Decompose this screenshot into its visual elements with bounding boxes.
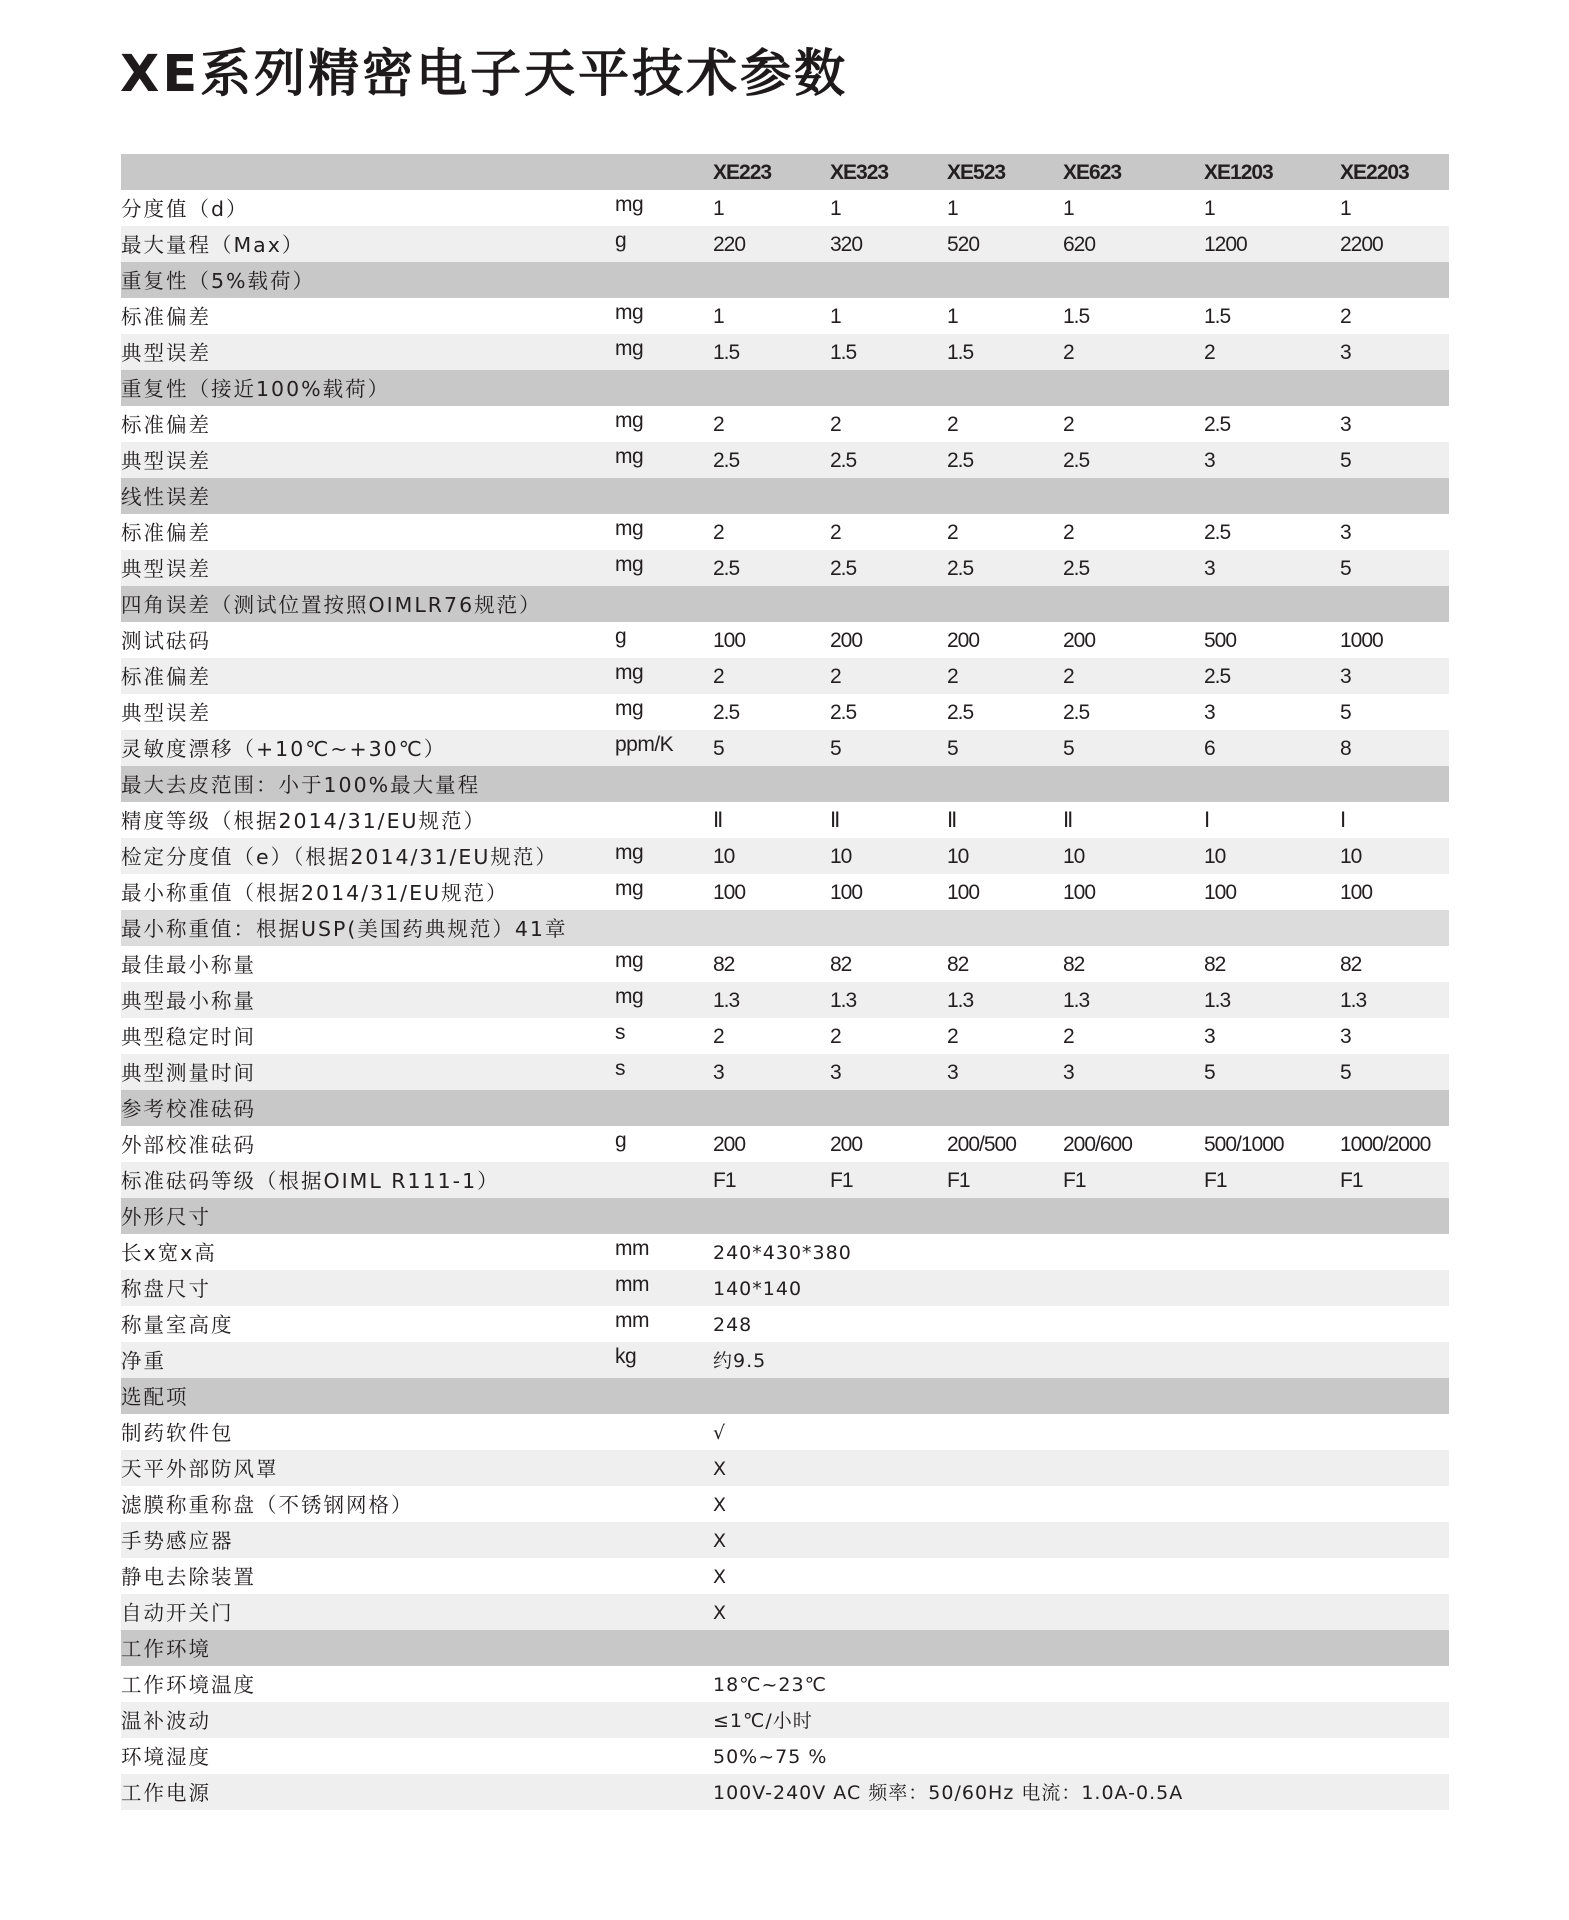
cell-value: 1	[947, 305, 958, 328]
cell-value: 1.5	[947, 341, 974, 364]
row-unit: mg	[615, 445, 644, 468]
cell-value: 5	[1340, 557, 1351, 580]
section-label: 选配项	[121, 1385, 189, 1409]
cell-value: 2	[830, 1025, 841, 1048]
row-unit: ppm/K	[615, 733, 674, 756]
cell-value: 220	[713, 233, 746, 256]
cell-value: 1	[830, 305, 841, 328]
row-label: 长x宽x高	[121, 1241, 217, 1265]
table-row	[121, 226, 1449, 262]
row-label: 典型误差	[121, 701, 211, 725]
row-label: 分度值（d）	[121, 197, 249, 221]
cell-value: 1	[1340, 197, 1351, 220]
cell-value: 82	[1340, 953, 1362, 976]
cell-value: 2.5	[1063, 449, 1090, 472]
cell-value: 10	[1340, 845, 1362, 868]
cell-value: 3	[1063, 1061, 1074, 1084]
cell-value: 1.5	[713, 341, 740, 364]
cell-value: 2.5	[947, 701, 974, 724]
row-unit: mg	[615, 841, 644, 864]
row-label: 典型最小称量	[121, 989, 256, 1013]
cell-value: 100	[713, 629, 746, 652]
cell-value: 3	[1340, 413, 1351, 436]
row-unit: mg	[615, 301, 644, 324]
cell-value-spanning: X	[713, 1530, 728, 1552]
table-row	[121, 622, 1449, 658]
cell-value: 2.5	[1204, 521, 1231, 544]
table-row	[121, 1342, 1449, 1378]
cell-value: 1.3	[1204, 989, 1231, 1012]
cell-value-spanning: √	[713, 1422, 727, 1444]
row-unit: mg	[615, 697, 644, 720]
cell-value-spanning: 248	[713, 1314, 753, 1336]
row-unit: mg	[615, 337, 644, 360]
cell-value: 2.5	[830, 557, 857, 580]
row-unit: mg	[615, 877, 644, 900]
column-header: XE223	[713, 161, 772, 184]
section-label: 参考校准砝码	[121, 1097, 256, 1121]
cell-value: 3	[830, 1061, 841, 1084]
cell-value: 2	[1340, 305, 1351, 328]
cell-value: 100	[1204, 881, 1237, 904]
cell-value: 82	[830, 953, 852, 976]
table-row	[121, 442, 1449, 478]
cell-value: 5	[713, 737, 724, 760]
cell-value: 2200	[1340, 233, 1383, 256]
cell-value: 10	[1204, 845, 1226, 868]
section-header-row	[121, 586, 1449, 622]
table-row	[121, 406, 1449, 442]
cell-value: 200/500	[947, 1133, 1016, 1156]
cell-value: 200	[947, 629, 980, 652]
row-label: 灵敏度漂移（+10℃~+30℃）	[121, 737, 447, 761]
cell-value-spanning: 100V-240V AC 频率：50/60Hz 电流：1.0A-0.5A	[713, 1782, 1184, 1804]
cell-value: 2.5	[1063, 557, 1090, 580]
cell-value: 5	[1340, 449, 1351, 472]
cell-value: 1	[713, 305, 724, 328]
table-row	[121, 1270, 1449, 1306]
cell-value: 1200	[1204, 233, 1247, 256]
cell-value: F1	[1340, 1169, 1363, 1192]
cell-value-spanning: 约9.5	[713, 1350, 767, 1372]
section-label: 工作环境	[121, 1637, 211, 1661]
section-header-row	[121, 1630, 1449, 1666]
cell-value: 10	[947, 845, 969, 868]
cell-value: F1	[1204, 1169, 1227, 1192]
cell-value: 3	[713, 1061, 724, 1084]
cell-value: 5	[1340, 1061, 1351, 1084]
cell-value: 100	[947, 881, 980, 904]
table-row	[121, 1306, 1449, 1342]
section-header-row	[121, 262, 1449, 298]
cell-value: 1.3	[713, 989, 740, 1012]
section-header-row	[121, 1090, 1449, 1126]
cell-value: 3	[1204, 557, 1215, 580]
cell-value: 1	[830, 197, 841, 220]
cell-value: 200/600	[1063, 1133, 1132, 1156]
row-unit: kg	[615, 1345, 637, 1368]
cell-value: 2	[947, 413, 958, 436]
row-label: 标准偏差	[121, 521, 211, 545]
row-label: 环境湿度	[121, 1745, 211, 1769]
cell-value: F1	[713, 1169, 736, 1192]
cell-value: 100	[713, 881, 746, 904]
section-header-row	[121, 1198, 1449, 1234]
cell-value: 2	[713, 1025, 724, 1048]
cell-value: 2	[713, 665, 724, 688]
cell-value: 200	[713, 1133, 746, 1156]
cell-value: Ⅰ	[1340, 809, 1346, 832]
cell-value: Ⅱ	[947, 809, 957, 832]
cell-value: F1	[947, 1169, 970, 1192]
cell-value: Ⅰ	[1204, 809, 1210, 832]
row-label: 典型误差	[121, 341, 211, 365]
table-row	[121, 1522, 1449, 1558]
row-label: 工作电源	[121, 1781, 211, 1805]
section-header-row	[121, 910, 1449, 946]
section-label: 重复性（接近100%载荷）	[121, 377, 391, 401]
cell-value: 2.5	[947, 449, 974, 472]
row-unit: mm	[615, 1273, 649, 1296]
cell-value: 2	[947, 521, 958, 544]
table-row	[121, 946, 1449, 982]
section-label: 四角误差（测试位置按照OIMLR76规范）	[121, 593, 542, 617]
section-label: 外形尺寸	[121, 1205, 211, 1229]
table-row	[121, 1450, 1449, 1486]
cell-value: 1	[947, 197, 958, 220]
row-unit: mg	[615, 553, 644, 576]
row-unit: g	[615, 229, 627, 252]
table-row	[121, 1234, 1449, 1270]
cell-value: Ⅱ	[830, 809, 840, 832]
cell-value: 620	[1063, 233, 1096, 256]
table-row	[121, 730, 1449, 766]
table-row	[121, 1486, 1449, 1522]
cell-value-spanning: 18℃~23℃	[713, 1674, 827, 1696]
cell-value: 200	[1063, 629, 1096, 652]
cell-value: 10	[1063, 845, 1085, 868]
cell-value-spanning: 140*140	[713, 1278, 803, 1300]
table-row	[121, 550, 1449, 586]
row-label: 静电去除装置	[121, 1565, 256, 1589]
section-header-row	[121, 766, 1449, 802]
cell-value: 3	[1340, 521, 1351, 544]
cell-value: 5	[830, 737, 841, 760]
row-unit: mm	[615, 1237, 649, 1260]
cell-value: 3	[1340, 1025, 1351, 1048]
table-row	[121, 1018, 1449, 1054]
cell-value: 1	[1063, 197, 1074, 220]
table-row	[121, 1702, 1449, 1738]
row-label: 最小称重值（根据2014/31/EU规范）	[121, 881, 509, 905]
table-row	[121, 190, 1449, 226]
cell-value: 1.5	[1204, 305, 1231, 328]
cell-value: 82	[1204, 953, 1226, 976]
table-row	[121, 874, 1449, 910]
section-header-row	[121, 1378, 1449, 1414]
cell-value: 5	[947, 737, 958, 760]
cell-value: 2.5	[713, 557, 740, 580]
row-unit: s	[615, 1021, 625, 1044]
cell-value: 1.3	[830, 989, 857, 1012]
row-label: 滤膜称重称盘（不锈钢网格）	[121, 1493, 414, 1517]
table-row	[121, 1414, 1449, 1450]
page-title: XE系列精密电子天平技术参数	[120, 45, 849, 104]
spec-table	[121, 154, 1449, 1810]
table-row	[121, 514, 1449, 550]
table-row	[121, 334, 1449, 370]
column-header: XE323	[830, 161, 889, 184]
cell-value: 2	[947, 1025, 958, 1048]
cell-value: 10	[830, 845, 852, 868]
row-unit: mg	[615, 517, 644, 540]
row-label: 手势感应器	[121, 1529, 234, 1553]
cell-value: 82	[947, 953, 969, 976]
cell-value: F1	[830, 1169, 853, 1192]
row-label: 标准偏差	[121, 665, 211, 689]
cell-value: 500/1000	[1204, 1133, 1284, 1156]
row-label: 温补波动	[121, 1709, 211, 1733]
cell-value: 1	[1204, 197, 1215, 220]
table-row	[121, 802, 1449, 838]
cell-value: 2.5	[830, 449, 857, 472]
table-row	[121, 1594, 1449, 1630]
table-row	[121, 1162, 1449, 1198]
cell-value: 1000/2000	[1340, 1133, 1431, 1156]
cell-value-spanning: ≤1℃/小时	[713, 1710, 813, 1732]
cell-value: 520	[947, 233, 980, 256]
section-label: 重复性（5%载荷）	[121, 269, 316, 293]
column-header: XE1203	[1204, 161, 1273, 184]
section-label: 最小称重值：根据USP(美国药典规范）41章	[121, 917, 568, 941]
cell-value: 6	[1204, 737, 1215, 760]
row-unit: mm	[615, 1309, 649, 1332]
cell-value: 2	[830, 521, 841, 544]
row-label: 最大量程（Max）	[121, 233, 305, 257]
cell-value: 200	[830, 629, 863, 652]
table-row	[121, 1126, 1449, 1162]
row-label: 自动开关门	[121, 1601, 234, 1625]
cell-value: 2.5	[713, 701, 740, 724]
row-label: 工作环境温度	[121, 1673, 256, 1697]
table-row	[121, 658, 1449, 694]
cell-value: F1	[1063, 1169, 1086, 1192]
row-unit: mg	[615, 985, 644, 1008]
cell-value: 2	[830, 665, 841, 688]
column-header: XE523	[947, 161, 1006, 184]
column-header: XE2203	[1340, 161, 1409, 184]
cell-value: 2	[713, 413, 724, 436]
cell-value: 3	[1204, 701, 1215, 724]
table-row	[121, 838, 1449, 874]
column-header: XE623	[1063, 161, 1122, 184]
cell-value: 500	[1204, 629, 1237, 652]
section-header-row	[121, 478, 1449, 514]
cell-value: 100	[830, 881, 863, 904]
cell-value: 2	[1063, 665, 1074, 688]
row-unit: mg	[615, 409, 644, 432]
cell-value-spanning: X	[713, 1602, 728, 1624]
cell-value: 1.5	[1063, 305, 1090, 328]
row-label: 天平外部防风罩	[121, 1457, 279, 1481]
row-unit: mg	[615, 661, 644, 684]
cell-value: 2	[1063, 341, 1074, 364]
table-row	[121, 982, 1449, 1018]
cell-value: 320	[830, 233, 863, 256]
cell-value: 1.5	[830, 341, 857, 364]
cell-value: 2	[713, 521, 724, 544]
table-header-row	[121, 154, 1449, 190]
cell-value: 1	[713, 197, 724, 220]
cell-value: 2	[1063, 413, 1074, 436]
cell-value-spanning: 50%~75 %	[713, 1746, 828, 1768]
cell-value: 82	[713, 953, 735, 976]
row-unit: mg	[615, 193, 644, 216]
cell-value: 2	[1063, 1025, 1074, 1048]
cell-value: 3	[947, 1061, 958, 1084]
cell-value: 2.5	[1204, 665, 1231, 688]
cell-value: 2.5	[1204, 413, 1231, 436]
row-label: 净重	[121, 1349, 166, 1373]
cell-value: 2	[1063, 521, 1074, 544]
cell-value: 5	[1204, 1061, 1215, 1084]
cell-value: 3	[1340, 341, 1351, 364]
cell-value: Ⅱ	[713, 809, 723, 832]
cell-value-spanning: 240*430*380	[713, 1242, 852, 1264]
cell-value: 3	[1340, 665, 1351, 688]
cell-value-spanning: X	[713, 1458, 728, 1480]
cell-value: 2	[1204, 341, 1215, 364]
cell-value: 1.3	[1340, 989, 1367, 1012]
section-label: 线性误差	[121, 485, 211, 509]
cell-value: 1.3	[1063, 989, 1090, 1012]
cell-value: Ⅱ	[1063, 809, 1073, 832]
cell-value: 2.5	[1063, 701, 1090, 724]
row-label: 标准砝码等级（根据OIML R111-1）	[121, 1169, 500, 1193]
section-label: 最大去皮范围：小于100%最大量程	[121, 773, 481, 797]
cell-value: 2.5	[713, 449, 740, 472]
cell-value: 82	[1063, 953, 1085, 976]
table-row	[121, 1666, 1449, 1702]
row-unit: g	[615, 1129, 627, 1152]
row-label: 制药软件包	[121, 1421, 234, 1445]
row-unit: s	[615, 1057, 625, 1080]
table-row	[121, 1738, 1449, 1774]
row-label: 外部校准砝码	[121, 1133, 256, 1157]
cell-value: 2.5	[830, 701, 857, 724]
table-row	[121, 1054, 1449, 1090]
row-label: 典型稳定时间	[121, 1025, 256, 1049]
cell-value: 5	[1340, 701, 1351, 724]
row-label: 标准偏差	[121, 413, 211, 437]
row-label: 典型误差	[121, 449, 211, 473]
row-label: 测试砝码	[121, 629, 211, 653]
cell-value: 2	[947, 665, 958, 688]
row-label: 精度等级（根据2014/31/EU规范）	[121, 809, 487, 833]
cell-value: 1.3	[947, 989, 974, 1012]
cell-value: 3	[1204, 449, 1215, 472]
cell-value: 8	[1340, 737, 1351, 760]
cell-value: 2	[830, 413, 841, 436]
row-label: 典型测量时间	[121, 1061, 256, 1085]
row-label: 标准偏差	[121, 305, 211, 329]
row-label: 检定分度值（e）（根据2014/31/EU规范）	[121, 845, 558, 869]
row-label: 典型误差	[121, 557, 211, 581]
table-row	[121, 694, 1449, 730]
cell-value: 5	[1063, 737, 1074, 760]
table-row	[121, 1774, 1449, 1810]
row-unit: g	[615, 625, 627, 648]
table-row	[121, 1558, 1449, 1594]
cell-value: 2.5	[947, 557, 974, 580]
row-label: 最佳最小称量	[121, 953, 256, 977]
cell-value-spanning: X	[713, 1494, 728, 1516]
row-unit: mg	[615, 949, 644, 972]
cell-value: 100	[1063, 881, 1096, 904]
cell-value: 100	[1340, 881, 1373, 904]
cell-value: 200	[830, 1133, 863, 1156]
row-label: 称盘尺寸	[121, 1277, 211, 1301]
table-body	[121, 190, 1449, 1810]
cell-value: 10	[713, 845, 735, 868]
cell-value-spanning: X	[713, 1566, 728, 1588]
section-header-row	[121, 370, 1449, 406]
table-row	[121, 298, 1449, 334]
cell-value: 3	[1204, 1025, 1215, 1048]
cell-value: 1000	[1340, 629, 1383, 652]
row-label: 称量室高度	[121, 1313, 234, 1337]
